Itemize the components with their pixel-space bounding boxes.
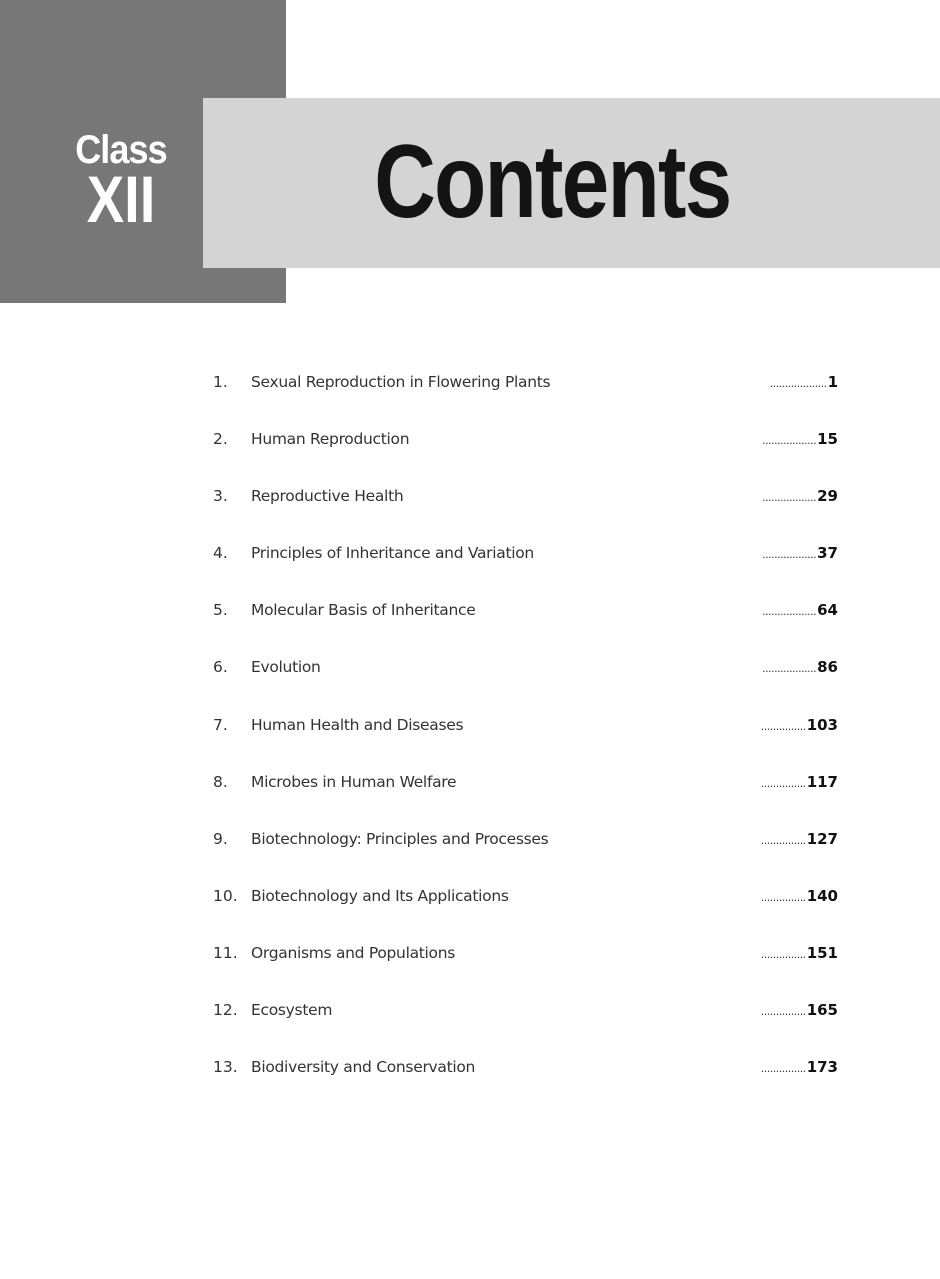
page-number[interactable]: 173: [806, 1058, 838, 1077]
toc-entry[interactable]: [213, 830, 838, 887]
page-number[interactable]: 29: [817, 487, 838, 506]
chapter-title[interactable]: Principles of Inheritance and Variation: [251, 544, 534, 563]
dot-leader: ...............: [760, 1062, 806, 1076]
page-number[interactable]: 127: [806, 829, 838, 848]
page-ref: [761, 887, 838, 905]
table-of-contents: [213, 373, 838, 1115]
chapter-title[interactable]: Biotechnology: Principles and Processes: [251, 829, 549, 848]
page-number[interactable]: 37: [817, 544, 838, 563]
page-ref: [762, 430, 838, 448]
class-label: [60, 128, 182, 236]
page-number[interactable]: 1: [827, 373, 838, 391]
dot-leader: ...............: [760, 776, 806, 790]
chapter-title[interactable]: Biotechnology and Its Applications: [251, 886, 509, 905]
toc-entry[interactable]: [213, 658, 838, 715]
toc-entry[interactable]: [213, 944, 838, 1001]
chapter-number: 8.: [213, 772, 228, 791]
chapter-title[interactable]: Sexual Reproduction in Flowering Plants: [251, 373, 551, 391]
chapter-title[interactable]: Molecular Basis of Inheritance: [251, 601, 476, 620]
dot-leader: ...............: [760, 719, 806, 733]
dot-leader: ..................: [762, 548, 817, 562]
page-ref: [761, 1001, 838, 1019]
dot-leader: ...............: [760, 833, 806, 847]
chapter-number: 12.: [213, 1001, 238, 1020]
page-number[interactable]: 15: [817, 430, 838, 449]
chapter-number: 13.: [213, 1058, 238, 1077]
chapter-title[interactable]: Organisms and Populations: [251, 943, 456, 962]
chapter-number: 5.: [213, 601, 228, 620]
chapter-title[interactable]: Microbes in Human Welfare: [251, 772, 457, 791]
chapter-title[interactable]: Human Reproduction: [251, 430, 410, 449]
dot-leader: ..................: [762, 434, 817, 448]
page-ref: [761, 830, 838, 848]
chapter-number: 10.: [213, 886, 238, 905]
toc-entry[interactable]: [213, 887, 838, 944]
dot-leader: ...............: [760, 1005, 806, 1019]
page-number[interactable]: 103: [806, 715, 838, 734]
class-numeral: XII: [86, 162, 156, 236]
page-ref: [761, 773, 838, 791]
page-number[interactable]: 117: [806, 772, 838, 791]
page-ref: [770, 373, 838, 391]
toc-entry[interactable]: [213, 544, 838, 601]
toc-entry[interactable]: [213, 773, 838, 830]
page-number[interactable]: 86: [817, 658, 838, 677]
chapter-title[interactable]: Ecosystem: [251, 1001, 333, 1020]
chapter-number: 1.: [213, 373, 228, 391]
chapter-title[interactable]: Reproductive Health: [251, 487, 404, 506]
page-number[interactable]: 151: [806, 943, 838, 962]
page-ref: [762, 658, 838, 676]
chapter-number: 7.: [213, 715, 228, 734]
class-word: Class: [75, 128, 167, 172]
dot-leader: ...............: [760, 947, 806, 961]
chapter-number: 6.: [213, 658, 228, 677]
dot-leader: ...................: [769, 377, 827, 390]
page-ref: [762, 601, 838, 619]
chapter-number: 4.: [213, 544, 228, 563]
toc-entry[interactable]: [213, 1058, 838, 1115]
chapter-title[interactable]: Biodiversity and Conservation: [251, 1058, 476, 1077]
toc-entry[interactable]: [213, 1001, 838, 1058]
page-ref: [761, 716, 838, 734]
dot-leader: ..................: [762, 662, 817, 676]
toc-entry[interactable]: [213, 430, 838, 487]
toc-entry[interactable]: [213, 601, 838, 658]
page-number[interactable]: 140: [806, 886, 838, 905]
chapter-number: 11.: [213, 943, 238, 962]
page-ref: [761, 944, 838, 962]
page-number[interactable]: 165: [806, 1001, 838, 1020]
chapter-number: 9.: [213, 829, 228, 848]
page-ref: [761, 1058, 838, 1076]
page-title: Contents: [374, 124, 731, 240]
dot-leader: ...............: [760, 890, 806, 904]
toc-entry[interactable]: [213, 487, 838, 544]
dot-leader: ..................: [762, 491, 817, 505]
chapter-title[interactable]: Human Health and Diseases: [251, 715, 464, 734]
page-number[interactable]: 64: [817, 601, 838, 620]
chapter-title[interactable]: Evolution: [251, 658, 321, 677]
toc-entry[interactable]: [213, 716, 838, 773]
dot-leader: ..................: [762, 605, 817, 619]
chapter-number: 2.: [213, 430, 228, 449]
page-ref: [762, 487, 838, 505]
page-ref: [762, 544, 838, 562]
chapter-number: 3.: [213, 487, 228, 506]
toc-entry[interactable]: [213, 373, 838, 430]
